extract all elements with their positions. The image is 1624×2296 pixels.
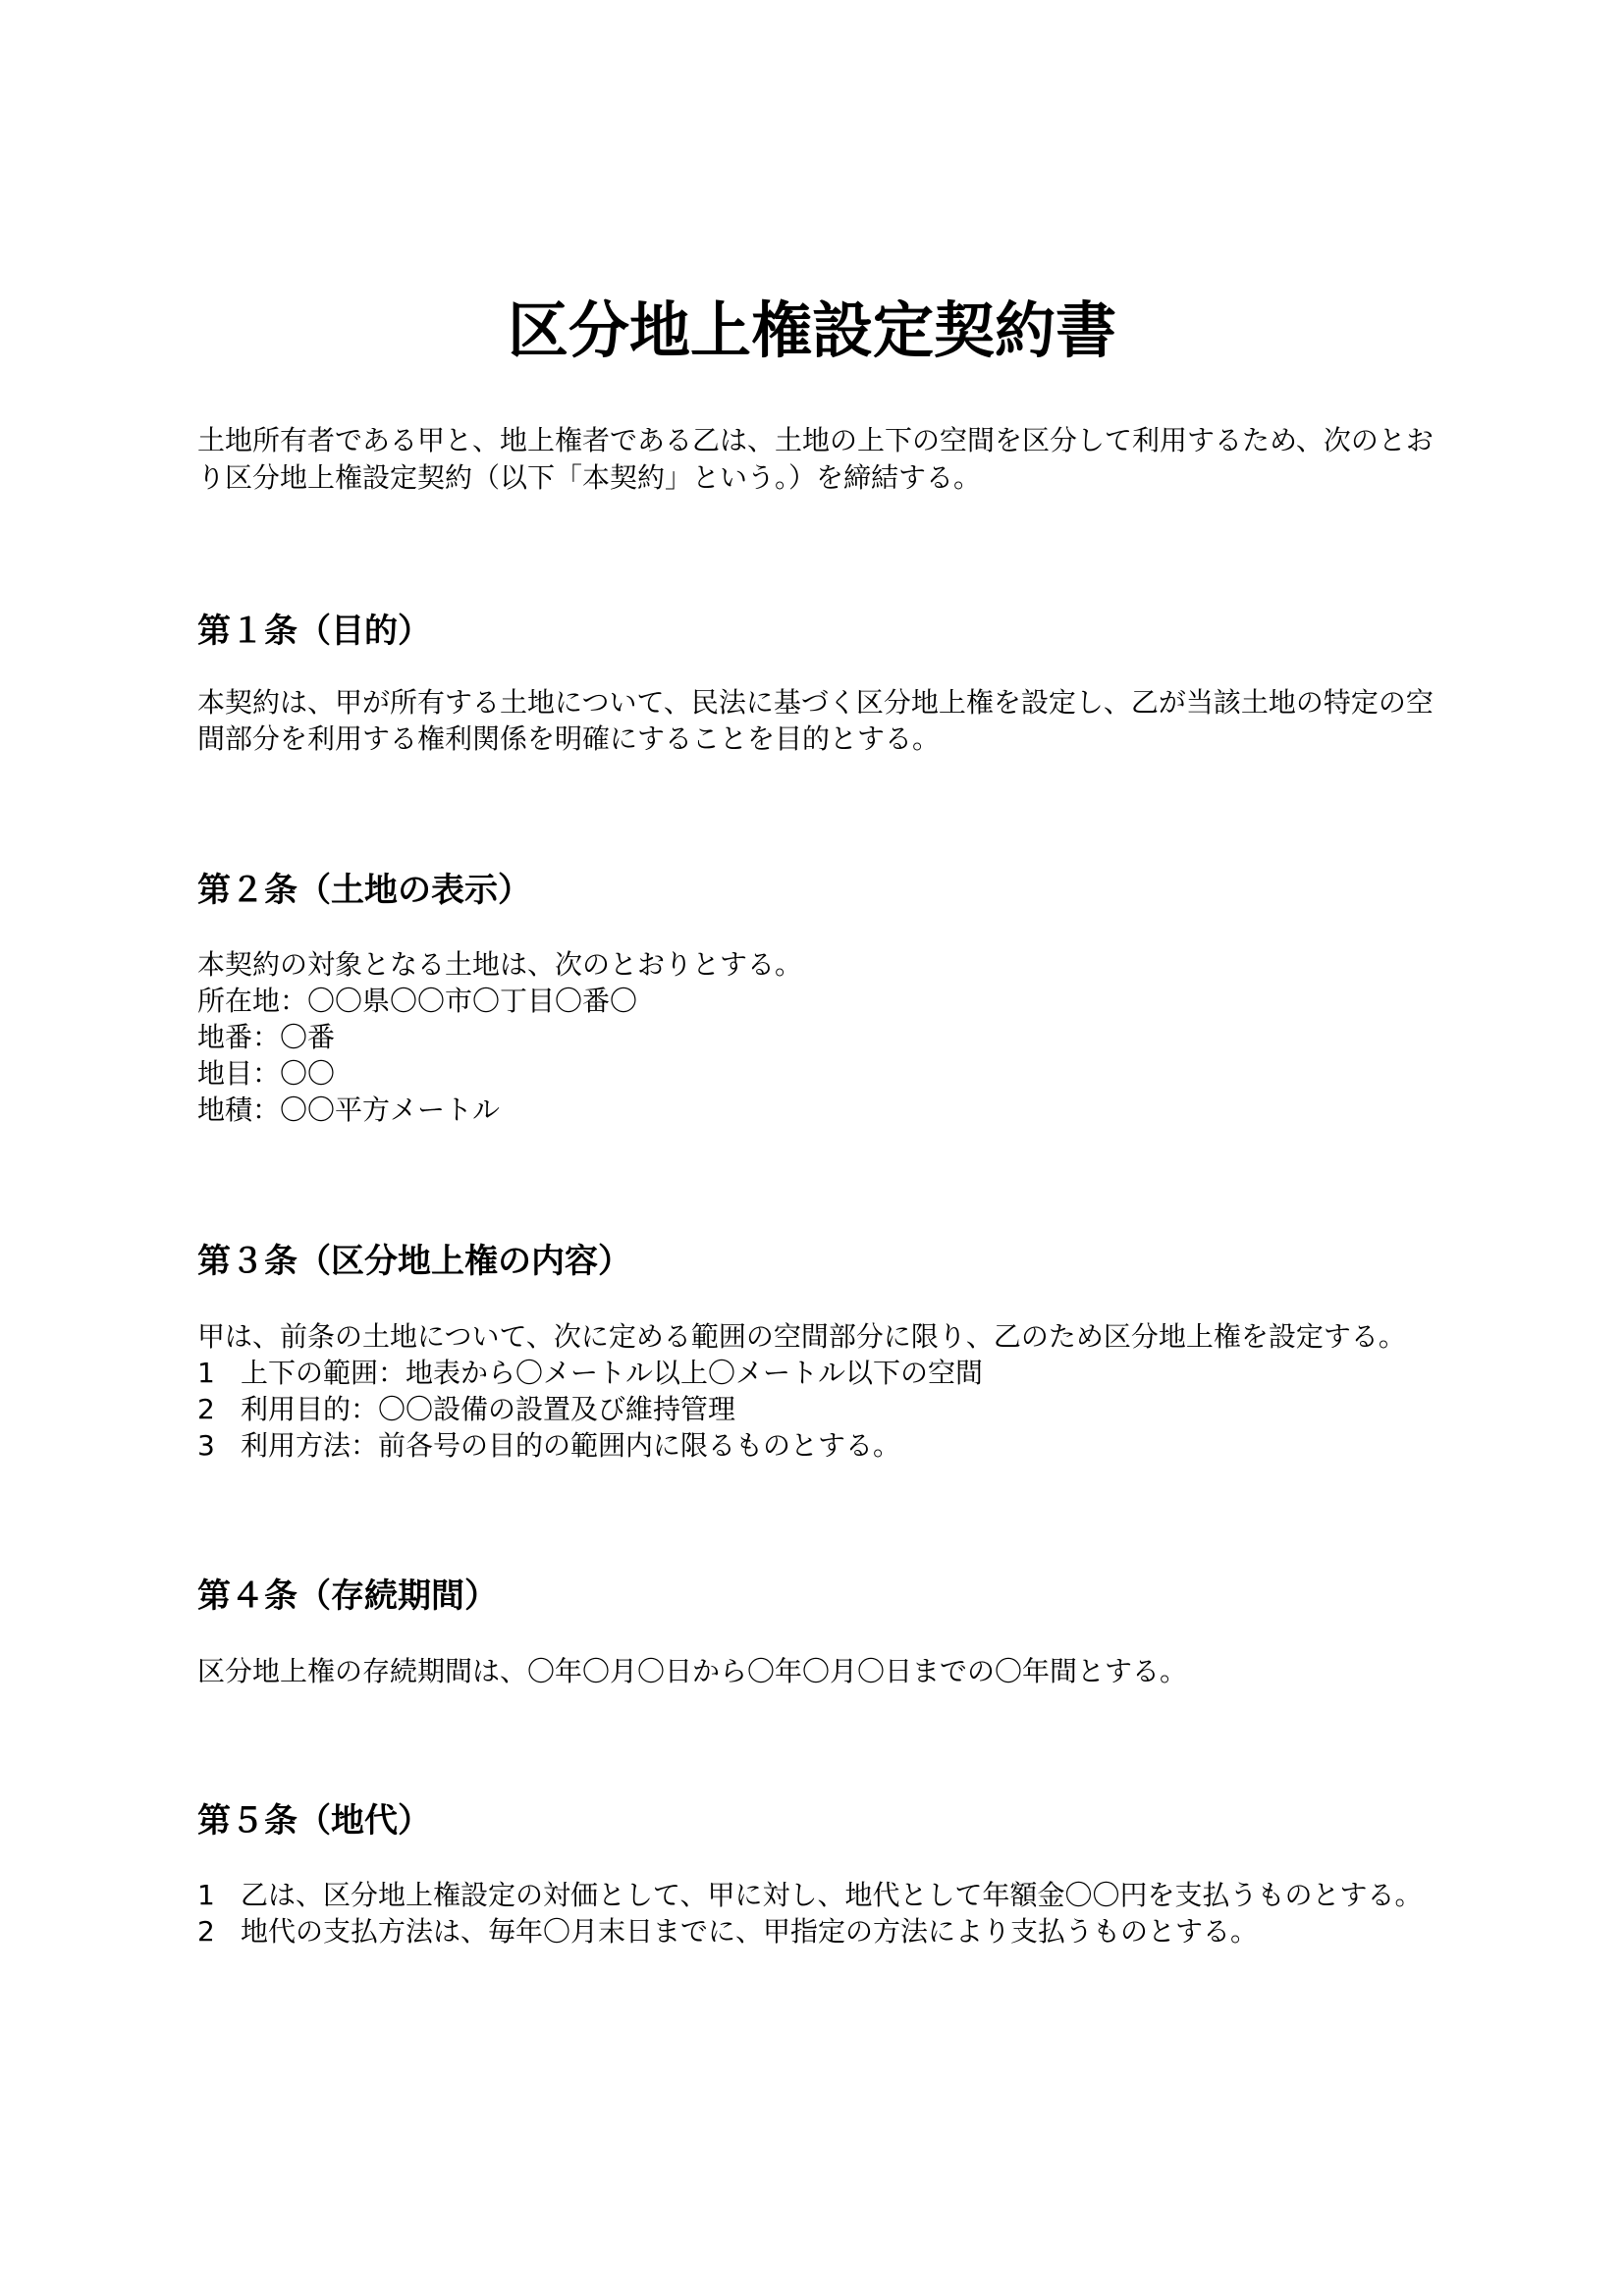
- item-number: 1: [197, 1357, 215, 1389]
- item-number: 2: [197, 1915, 215, 1948]
- article-2-line: 地積：〇〇平方メートル: [197, 1094, 501, 1126]
- article-1-body: 本契約は、甲が所有する土地について、民法に基づく区分地上権を設定し、乙が当該土地の特定の空間部分を利用する権利関係を明確にすることを目的とする。: [197, 686, 1434, 755]
- article-1-heading: 第１条（目的）: [197, 612, 431, 651]
- article-5-item: [197, 1913, 1435, 1949]
- article-5-item: [197, 1877, 1435, 1913]
- article-2-line: 所在地：〇〇県〇〇市〇丁目〇番〇: [197, 985, 638, 1017]
- article-3-body: [197, 1318, 1435, 1464]
- article-2-line: 本契約の対象となる土地は、次のとおりとする。: [197, 948, 803, 981]
- article-5-heading: 第５条（地代）: [197, 1801, 431, 1841]
- item-number: 2: [197, 1393, 215, 1425]
- article-3-lead: 甲は、前条の土地について、次に定める範囲の空間部分に限り、乙のため区分地上権を設定する。: [197, 1320, 1406, 1353]
- item-text: 乙は、区分地上権設定の対価として、甲に対し、地代として年額金〇〇円を支払うものとする。: [241, 1879, 1423, 1911]
- intro-paragraph: 土地所有者である甲と、地上権者である乙は、土地の上下の空間を区分して利用するため、次のとおり区分地上権設定契約（以下「本契約」という。）を締結する。: [197, 424, 1434, 494]
- article-3-item: [197, 1427, 1435, 1464]
- article-4-body: 区分地上権の存続期間は、〇年〇月〇日から〇年〇月〇日までの〇年間とする。: [197, 1655, 1188, 1687]
- article-2-heading: 第２条（土地の表示）: [197, 871, 531, 910]
- article-3-item: [197, 1391, 1435, 1427]
- article-3-heading: 第３条（区分地上権の内容）: [197, 1242, 631, 1281]
- item-text: 利用方法：前各号の目的の範囲内に限るものとする。: [241, 1429, 901, 1462]
- article-2-line: 地番：〇番: [197, 1021, 336, 1053]
- item-text: 上下の範囲：地表から〇メートル以上〇メートル以下の空間: [241, 1357, 984, 1389]
- item-text: 地代の支払方法は、毎年〇月末日までに、甲指定の方法により支払うものとする。: [241, 1915, 1259, 1948]
- article-5-body: [197, 1877, 1435, 1949]
- article-2-line: 地目：〇〇: [197, 1057, 336, 1090]
- item-text: 利用目的：〇〇設備の設置及び維持管理: [241, 1393, 736, 1425]
- article-4-heading: 第４条（存続期間）: [197, 1576, 498, 1616]
- document-title: 区分地上権設定契約書: [507, 294, 1116, 366]
- article-2-body: [197, 946, 1435, 1128]
- item-number: 1: [197, 1879, 215, 1911]
- article-3-item: [197, 1355, 1435, 1391]
- item-number: 3: [197, 1429, 215, 1462]
